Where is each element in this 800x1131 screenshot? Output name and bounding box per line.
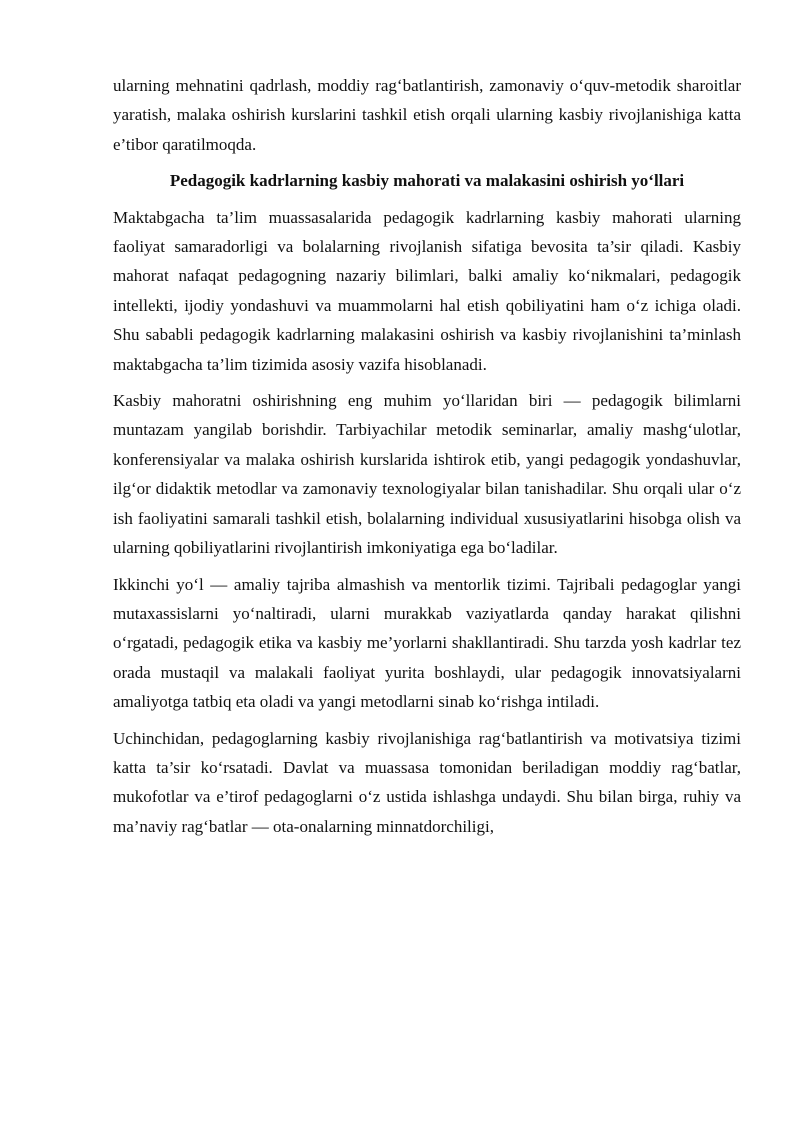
paragraph-mentorlik: Ikkinchi yo‘l — amaliy tajriba almashish va mentorlik tizimi. Tajribali pedagoglar yangi mutaxassislarni yo‘naltiradi, ularni murakkab vaziyatlarda qanday harakat qilishni o‘rgatadi, pedagogik etika va kasbiy me’yorlarni shakllantiradi. Shu tarzda yosh kadrlar tez orada mustaqil va malakali faoliyat yurita boshlaydi, ular pedagogik innovatsiyalarni amaliyotga tatbiq eta oladi va yangi metodlarni sinab ko‘rishga intiladi.: [113, 574, 741, 712]
paragraph-ragbatlantirish: Uchinchidan, pedagoglarning kasbiy rivojlanishiga rag‘batlantirish va motivatsiya tizimi katta ta’sir ko‘rsatadi. Davlat va muassasa tomonidan beriladigan moddiy rag‘batlar, mukofotlar va e’tirof pedagoglarni o‘z ustida ishlashga undaydi. Shu bilan birga, ruhiy va ma’naviy rag‘batlar — ota-onalarning minnatdorchiligi,: [113, 728, 741, 836]
paragraph-bilimlarni-yangilash: Kasbiy mahoratni oshirishning eng muhim yo‘llaridan biri — pedagogik bilimlarni muntazam yangilab borishdir. Tarbiyachilar metodik seminarlar, amaliy mashg‘ulotlar, konferensiyalar va malaka oshirish kurslarida ishtirok etib, yangi pedagogik yondashuvlar, ilg‘or didaktik metodlar va zamonaviy texnologiyalar bilan tanishadilar. Shu orqali ular o‘z ish faoliyatini samarali tashkil etish, bolalarning individual xususiyatlarini hisobga olish va ularning qobiliyatlarini rivojlantirish imkoniyatiga ega bo‘ladilar.: [113, 391, 741, 558]
section-heading: Pedagogik kadrlarning kasbiy mahorati va malakasini oshirish yo‘llari: [169, 171, 685, 191]
document-page: [113, 71, 741, 848]
paragraph-kasbiy-mahorat: Maktabgacha ta’lim muassasalarida pedagogik kadrlarning kasbiy mahorati ularning faoliyat samaradorligi va bolalarning rivojlanish sifatiga bevosita ta’sir qiladi. Kasbiy mahorat nafaqat pedagogning nazariy bilimlari, balki amaliy ko‘nikmalari, pedagogik intellekti, ijodiy yondashuvi va muammolarni hal etish qobiliyatini ham o‘z ichiga oladi. Shu sababli pedagogik kadrlarning malakasini oshirish va kasbiy rivojlanishini ta’minlash maktabgacha ta’lim tizimida asosiy vazifa hisoblanadi.: [113, 207, 741, 374]
paragraph-intro-continuation: ularning mehnatini qadrlash, moddiy rag‘batlantirish, zamonaviy o‘quv-metodik sharoitlar yaratish, malaka oshirish kurslarini tashkil etish orqali ularning kasbiy rivojlanishiga katta e’tibor qaratilmoqda.: [113, 76, 741, 154]
